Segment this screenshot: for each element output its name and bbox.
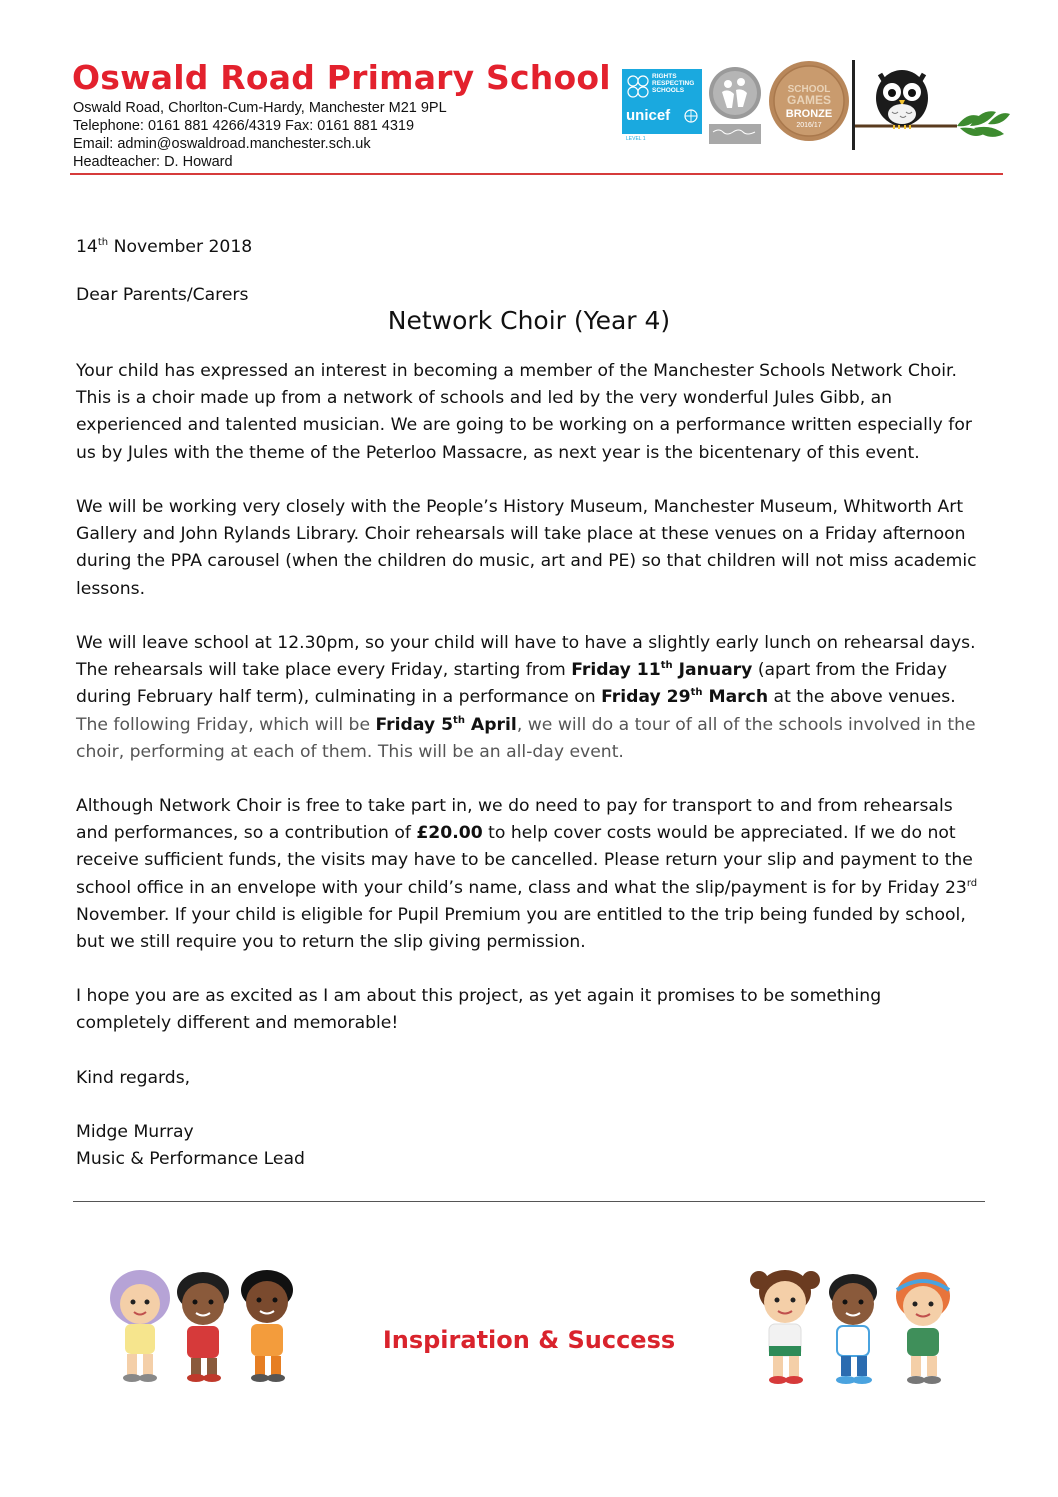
- paragraph-2: We will be working very closely with the People’s History Museum, Manchester Museum, Whitworth Art Gallery and John Rylands Library. Choir rehearsals will take place at these venues on a Friday afternoon during the PPA carousel (when the children do music, art and PE) so that children will not miss academic lessons.: [76, 497, 977, 599]
- footer-divider: [73, 1201, 985, 1202]
- letter-title: Network Choir (Year 4): [387, 306, 671, 335]
- rrs-level-label: LEVEL 1: [626, 136, 646, 142]
- school-games-year: 2016/17: [796, 122, 822, 129]
- school-telephone: Telephone: 0161 881 4266/4319 Fax: 0161 881 4319: [73, 118, 415, 134]
- header-divider: [70, 173, 1003, 175]
- paragraph-1: Your child has expressed an interest in becoming a member of the Manchester Schools Network Choir. This is a choir made up from a network of schools and led by the very wonderful Jules Gibb, an experienced and talented musician. We are going to be working on a performance written especially for us by Jules with the theme of the Peterloo Massacre, as next year is the bicentenary of this event.: [76, 361, 972, 463]
- headteacher: Headteacher: D. Howard: [73, 154, 233, 170]
- rehearsal-start-date: Friday 11th January: [571, 660, 753, 681]
- school-address: Oswald Road, Chorlton-Cum-Hardy, Manchester M21 9PL: [73, 100, 447, 116]
- paragraph-3: We will leave school at 12.30pm, so your child will have to have a slightly early lunch on rehearsal days. The rehearsals will take place every Friday, starting from Friday 11th January (apart from the Friday during February half term), culminating in a performance on Friday 29th March at the above venues. The following Friday, which will be Friday 5th April, we will do a tour of all of the schools involved in the choir, performing at each of them. This will be an all-day event.: [76, 633, 976, 762]
- letter-date: 14th November 2018: [76, 237, 253, 257]
- leaves-icon: [957, 111, 1010, 137]
- signer-role: Music & Performance Lead: [76, 1149, 305, 1170]
- rrs-label: RIGHTS RESPECTING SCHOOLS: [652, 73, 695, 94]
- performance-date: Friday 29th March: [601, 687, 769, 708]
- sportsmark-silver-badge: [708, 66, 762, 146]
- school-email: Email: admin@oswaldroad.manchester.sch.uk: [73, 136, 371, 152]
- school-name: Oswald Road Primary School: [72, 58, 611, 97]
- tour-date: Friday 5th April: [375, 714, 517, 735]
- signer-name: Midge Murray: [76, 1122, 194, 1142]
- salutation: Dear Parents/Carers: [76, 285, 249, 305]
- school-games-word-2: GAMES: [786, 93, 832, 107]
- school-games-level: BRONZE: [785, 108, 833, 120]
- school-games-bronze-badge: [768, 60, 850, 142]
- contribution-amount: £20.00: [416, 823, 483, 844]
- rrs-emblem-icon: [625, 72, 651, 102]
- school-games-word-1: SCHOOL: [787, 84, 831, 95]
- unicef-label: unicef: [626, 107, 671, 124]
- children-illustration-right-icon: [745, 1262, 970, 1392]
- signature-block: [76, 1119, 305, 1173]
- tour-sentence: The following Friday, which will be Friday 5th April, we will do a tour of all of the schools involved in the choir, performing at each of them. This will be an all-day event.: [76, 714, 976, 762]
- school-motto: Inspiration & Success: [382, 1326, 676, 1354]
- unicef-globe-icon: [684, 109, 698, 123]
- rights-respecting-schools-badge: [622, 69, 702, 134]
- closing: Kind regards,: [76, 1068, 191, 1088]
- children-illustration-left-icon: [95, 1262, 315, 1387]
- owl-logo-icon: [852, 60, 1012, 155]
- paragraph-4: Although Network Choir is free to take part in, we do need to pay for transport to and from rehearsals and performances, so a contribution of £20.00 to help cover costs would be appreciated. If we do not receive sufficient funds, the visits may have to be cancelled. Please return your slip and payment to the school office in an envelope with your child’s name, class and what the slip/payment is for by Friday 23rd November. If your child is eligible for Pupil Premium you are entitled to the trip being funded by school, but we still require you to return the slip giving permission.: [76, 796, 978, 953]
- school-contact-block: [73, 99, 447, 171]
- paragraph-5: I hope you are as excited as I am about this project, as yet again it promises to be something completely different and memorable!: [76, 986, 882, 1034]
